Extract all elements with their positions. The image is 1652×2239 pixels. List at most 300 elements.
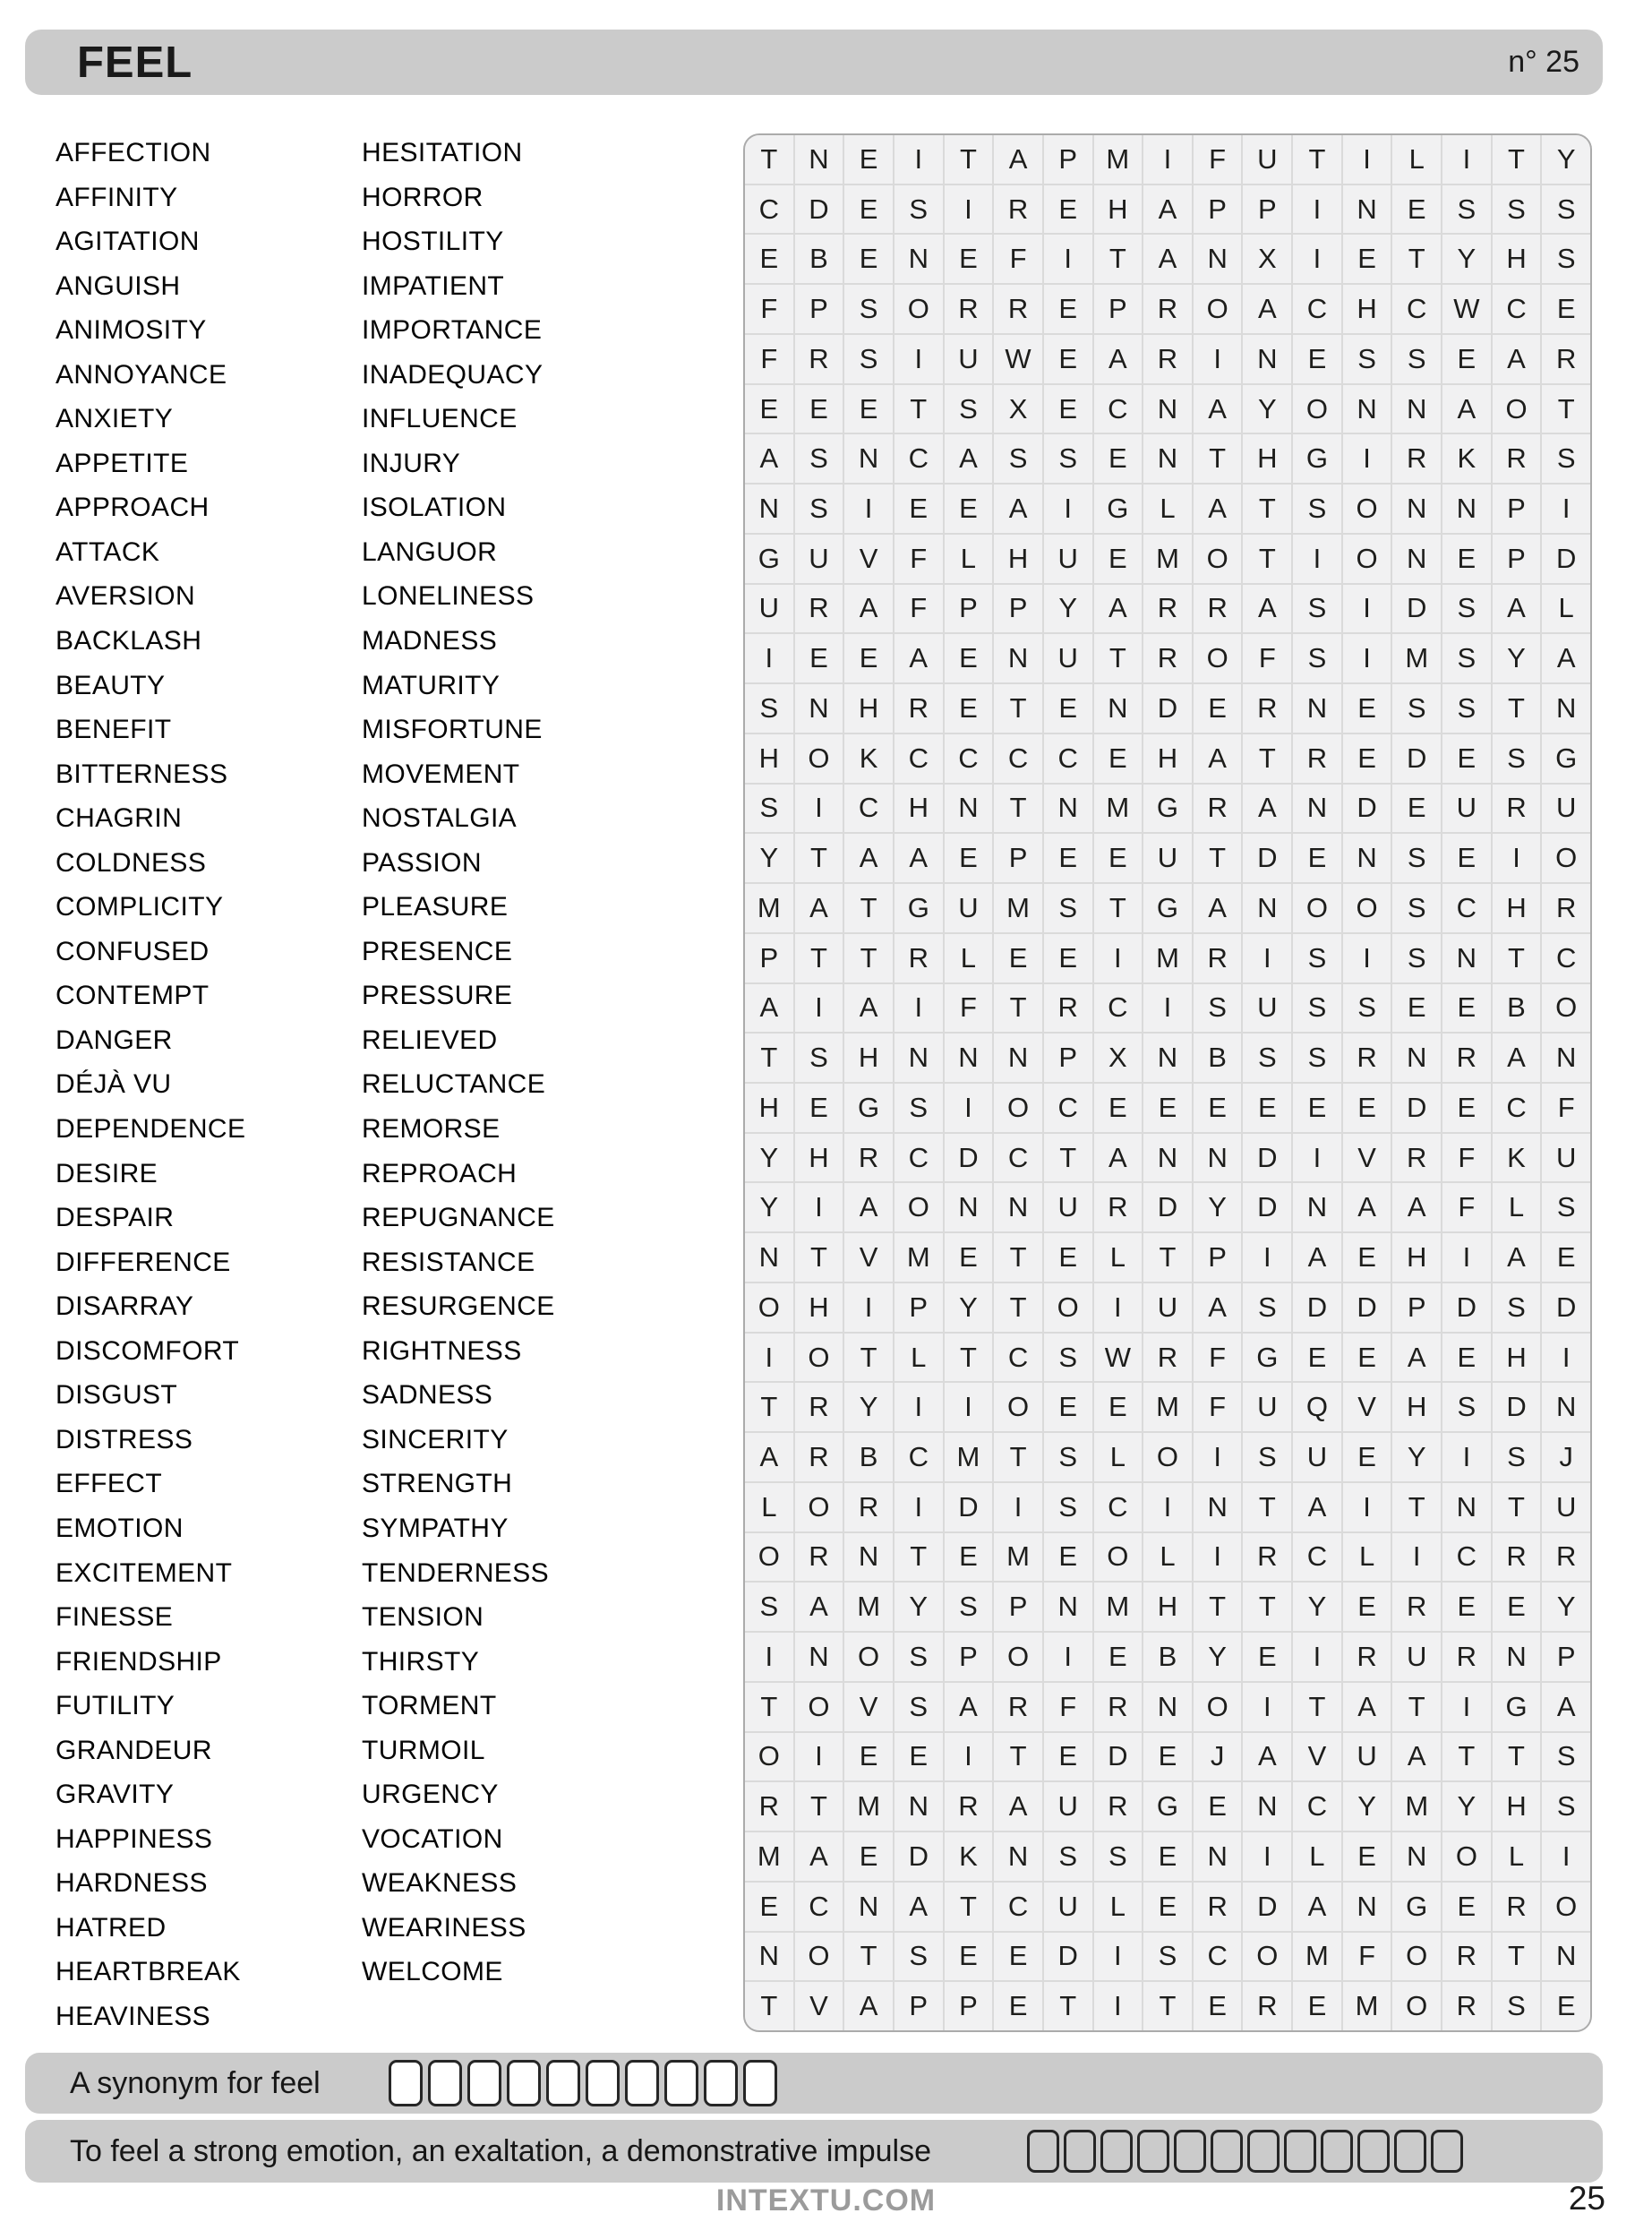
grid-cell[interactable]: E [745,235,793,283]
grid-cell[interactable]: S [1243,1283,1291,1332]
grid-cell[interactable]: M [844,1583,893,1631]
grid-cell[interactable]: P [795,285,843,333]
grid-cell[interactable]: D [1442,1283,1491,1332]
grid-cell[interactable]: M [1293,1933,1341,1981]
grid-cell[interactable]: S [1392,934,1441,982]
grid-cell[interactable]: R [1243,1533,1291,1582]
grid-cell[interactable]: E [1044,934,1092,982]
grid-cell[interactable]: S [1392,834,1441,882]
grid-cell[interactable]: W [1442,285,1491,333]
grid-cell[interactable]: S [1392,884,1441,932]
grid-cell[interactable]: T [844,1933,893,1981]
grid-cell[interactable]: T [1094,634,1143,682]
grid-cell[interactable]: N [1392,485,1441,533]
grid-cell[interactable]: R [1243,1982,1291,2030]
grid-cell[interactable]: E [1044,1733,1092,1781]
grid-cell[interactable]: N [894,235,943,283]
grid-cell[interactable]: S [1542,235,1590,283]
grid-cell[interactable]: H [745,1084,793,1132]
grid-cell[interactable]: R [945,285,993,333]
grid-cell[interactable]: T [1293,1683,1341,1731]
grid-cell[interactable]: A [795,884,843,932]
grid-cell[interactable]: M [1094,785,1143,833]
grid-cell[interactable]: A [1194,884,1242,932]
grid-cell[interactable]: P [945,585,993,633]
grid-cell[interactable]: D [1293,1283,1341,1332]
grid-cell[interactable]: S [844,335,893,383]
grid-cell[interactable]: T [844,1334,893,1382]
grid-cell[interactable]: A [894,1883,943,1931]
grid-cell[interactable]: S [1293,485,1341,533]
grid-cell[interactable]: G [1493,1683,1541,1731]
grid-cell[interactable]: V [844,1683,893,1731]
grid-cell[interactable]: L [1143,485,1192,533]
grid-cell[interactable]: R [1493,785,1541,833]
grid-cell[interactable]: R [994,285,1042,333]
grid-cell[interactable]: N [994,1832,1042,1881]
grid-cell[interactable]: A [795,1832,843,1881]
grid-cell[interactable]: D [1392,1084,1441,1132]
grid-cell[interactable]: Y [1442,1782,1491,1831]
grid-cell[interactable]: S [745,785,793,833]
grid-cell[interactable]: E [1143,1084,1192,1132]
grid-cell[interactable]: N [1094,684,1143,733]
grid-cell[interactable]: H [745,734,793,783]
grid-cell[interactable]: I [894,135,943,184]
grid-cell[interactable]: O [1143,1433,1192,1481]
grid-cell[interactable]: I [945,1733,993,1781]
grid-cell[interactable]: I [1293,1134,1341,1182]
grid-cell[interactable]: A [994,135,1042,184]
answer-letter-box[interactable] [507,2060,541,2106]
grid-cell[interactable]: I [1094,934,1143,982]
grid-cell[interactable]: T [994,785,1042,833]
grid-cell[interactable]: C [994,1883,1042,1931]
grid-cell[interactable]: R [1542,884,1590,932]
grid-cell[interactable]: I [1442,1433,1491,1481]
grid-cell[interactable]: T [844,884,893,932]
grid-cell[interactable]: S [1094,1832,1143,1881]
grid-cell[interactable]: E [1044,1533,1092,1582]
answer-letter-box[interactable] [1321,2130,1353,2173]
grid-cell[interactable]: C [745,185,793,234]
grid-cell[interactable]: R [1542,335,1590,383]
grid-cell[interactable]: S [1293,1034,1341,1082]
grid-cell[interactable]: S [844,285,893,333]
grid-cell[interactable]: T [745,1683,793,1731]
grid-cell[interactable]: C [795,1883,843,1931]
grid-cell[interactable]: O [1194,634,1242,682]
grid-cell[interactable]: S [894,1683,943,1731]
grid-cell[interactable]: C [1493,1084,1541,1132]
grid-cell[interactable]: I [1243,1832,1291,1881]
grid-cell[interactable]: O [1343,535,1391,583]
grid-cell[interactable]: I [1343,1483,1391,1531]
grid-cell[interactable]: C [1442,884,1491,932]
grid-cell[interactable]: S [1542,185,1590,234]
grid-cell[interactable]: M [945,1433,993,1481]
grid-cell[interactable]: E [1044,185,1092,234]
grid-cell[interactable]: E [894,485,943,533]
grid-cell[interactable]: N [1143,434,1192,483]
grid-cell[interactable]: S [1542,1183,1590,1231]
grid-cell[interactable]: T [1194,1583,1242,1631]
grid-cell[interactable]: R [795,335,843,383]
grid-cell[interactable]: E [1392,984,1441,1033]
grid-cell[interactable]: I [945,1084,993,1132]
grid-cell[interactable]: E [994,934,1042,982]
grid-cell[interactable]: C [844,785,893,833]
grid-cell[interactable]: F [894,535,943,583]
grid-cell[interactable]: T [1044,1134,1092,1182]
grid-cell[interactable]: I [1442,1233,1491,1282]
grid-cell[interactable]: I [844,1283,893,1332]
grid-cell[interactable]: S [1343,335,1391,383]
grid-cell[interactable]: K [1442,434,1491,483]
grid-cell[interactable]: O [795,1483,843,1531]
grid-cell[interactable]: E [945,1933,993,1981]
grid-cell[interactable]: K [844,734,893,783]
grid-cell[interactable]: I [1243,1683,1291,1731]
grid-cell[interactable]: N [1044,785,1092,833]
grid-cell[interactable]: F [1194,135,1242,184]
grid-cell[interactable]: N [1493,1633,1541,1681]
grid-cell[interactable]: I [1343,634,1391,682]
grid-cell[interactable]: A [745,434,793,483]
grid-cell[interactable]: E [795,385,843,433]
grid-cell[interactable]: E [795,634,843,682]
grid-cell[interactable]: I [894,984,943,1033]
grid-cell[interactable]: E [1293,834,1341,882]
grid-cell[interactable]: R [1194,585,1242,633]
grid-cell[interactable]: A [1493,585,1541,633]
grid-cell[interactable]: U [1044,1883,1092,1931]
grid-cell[interactable]: I [795,1733,843,1781]
grid-cell[interactable]: E [844,1733,893,1781]
grid-cell[interactable]: R [1293,734,1341,783]
grid-cell[interactable]: A [844,1183,893,1231]
grid-cell[interactable]: A [1493,1034,1541,1082]
grid-cell[interactable]: N [945,785,993,833]
grid-cell[interactable]: N [1542,1383,1590,1431]
grid-cell[interactable]: R [1143,335,1192,383]
grid-cell[interactable]: Y [1194,1633,1242,1681]
grid-cell[interactable]: N [1194,235,1242,283]
grid-cell[interactable]: G [1392,1883,1441,1931]
grid-cell[interactable]: U [1143,834,1192,882]
grid-cell[interactable]: S [894,185,943,234]
grid-cell[interactable]: N [1542,1034,1590,1082]
grid-cell[interactable]: Q [1293,1383,1341,1431]
grid-cell[interactable]: N [745,1933,793,1981]
grid-cell[interactable]: L [1293,1832,1341,1881]
grid-cell[interactable]: E [795,1084,843,1132]
grid-cell[interactable]: N [745,485,793,533]
grid-cell[interactable]: O [894,1183,943,1231]
grid-cell[interactable]: E [1442,734,1491,783]
grid-cell[interactable]: M [994,884,1042,932]
grid-cell[interactable]: E [1493,1583,1541,1631]
grid-cell[interactable]: M [1343,1982,1391,2030]
grid-cell[interactable]: M [745,1832,793,1881]
grid-cell[interactable]: R [745,1782,793,1831]
grid-cell[interactable]: T [1493,1483,1541,1531]
grid-cell[interactable]: N [745,1233,793,1282]
grid-cell[interactable]: M [1143,1383,1192,1431]
grid-cell[interactable]: T [994,1433,1042,1481]
grid-cell[interactable]: N [1243,335,1291,383]
grid-cell[interactable]: P [945,1982,993,2030]
grid-cell[interactable]: R [795,1383,843,1431]
grid-cell[interactable]: E [844,1832,893,1881]
grid-cell[interactable]: X [1243,235,1291,283]
grid-cell[interactable]: U [1044,535,1092,583]
grid-cell[interactable]: O [795,1334,843,1382]
grid-cell[interactable]: E [1442,1883,1491,1931]
grid-cell[interactable]: I [1542,1832,1590,1881]
grid-cell[interactable]: N [994,634,1042,682]
grid-cell[interactable]: H [1493,235,1541,283]
grid-cell[interactable]: M [1143,535,1192,583]
grid-cell[interactable]: N [1143,1134,1192,1182]
grid-cell[interactable]: O [1542,1883,1590,1931]
grid-cell[interactable]: E [1293,1084,1341,1132]
grid-cell[interactable]: E [1243,1084,1291,1132]
answer-letter-box[interactable] [1100,2130,1133,2173]
grid-cell[interactable]: D [1143,1183,1192,1231]
grid-cell[interactable]: Y [1542,1583,1590,1631]
grid-cell[interactable]: B [1194,1034,1242,1082]
grid-cell[interactable]: H [844,1034,893,1082]
grid-cell[interactable]: O [1392,1982,1441,2030]
grid-cell[interactable]: Y [1392,1433,1441,1481]
grid-cell[interactable]: D [1542,535,1590,583]
grid-cell[interactable]: T [1044,1982,1092,2030]
grid-cell[interactable]: Y [745,1134,793,1182]
grid-cell[interactable]: N [894,1782,943,1831]
grid-cell[interactable]: I [745,634,793,682]
grid-cell[interactable]: A [1442,385,1491,433]
grid-cell[interactable]: G [1243,1334,1291,1382]
grid-cell[interactable]: B [1143,1633,1192,1681]
grid-cell[interactable]: R [1194,934,1242,982]
grid-cell[interactable]: I [1343,934,1391,982]
grid-cell[interactable]: S [1194,984,1242,1033]
grid-cell[interactable]: N [1194,1483,1242,1531]
grid-cell[interactable]: A [1143,185,1192,234]
grid-cell[interactable]: S [745,684,793,733]
grid-cell[interactable]: C [1542,934,1590,982]
grid-cell[interactable]: I [1542,1334,1590,1382]
grid-cell[interactable]: D [1044,1933,1092,1981]
grid-cell[interactable]: U [1293,1433,1341,1481]
answer-letter-box[interactable] [1211,2130,1243,2173]
grid-cell[interactable]: N [1194,1134,1242,1182]
grid-cell[interactable]: R [1094,1183,1143,1231]
grid-cell[interactable]: T [1143,1233,1192,1282]
grid-cell[interactable]: T [1243,734,1291,783]
grid-cell[interactable]: F [945,984,993,1033]
grid-cell[interactable]: G [1293,434,1341,483]
grid-cell[interactable]: R [1442,1633,1491,1681]
grid-cell[interactable]: A [994,1782,1042,1831]
grid-cell[interactable]: R [795,1533,843,1582]
grid-cell[interactable]: C [1293,1533,1341,1582]
grid-cell[interactable]: U [1243,135,1291,184]
grid-cell[interactable]: U [1044,1183,1092,1231]
grid-cell[interactable]: N [1542,1933,1590,1981]
grid-cell[interactable]: A [1293,1233,1341,1282]
grid-cell[interactable]: I [745,1633,793,1681]
grid-cell[interactable]: P [745,934,793,982]
grid-cell[interactable]: N [1343,385,1391,433]
grid-cell[interactable]: T [1493,1733,1541,1781]
grid-cell[interactable]: V [795,1982,843,2030]
grid-cell[interactable]: F [1194,1383,1242,1431]
grid-cell[interactable]: S [1143,1933,1192,1981]
grid-cell[interactable]: E [1542,1982,1590,2030]
grid-cell[interactable]: R [795,1433,843,1481]
answer-letter-box[interactable] [1247,2130,1280,2173]
grid-cell[interactable]: T [994,1733,1042,1781]
grid-cell[interactable]: S [894,1633,943,1681]
grid-cell[interactable]: P [945,1633,993,1681]
grid-cell[interactable]: D [894,1832,943,1881]
grid-cell[interactable]: E [945,235,993,283]
grid-cell[interactable]: T [1493,684,1541,733]
grid-cell[interactable]: O [1094,1533,1143,1582]
grid-cell[interactable]: S [1044,1433,1092,1481]
grid-cell[interactable]: E [994,1933,1042,1981]
grid-cell[interactable]: A [745,984,793,1033]
grid-cell[interactable]: S [1493,1283,1541,1332]
grid-cell[interactable]: F [1442,1183,1491,1231]
grid-cell[interactable]: E [1293,1982,1341,2030]
grid-cell[interactable]: B [795,235,843,283]
grid-cell[interactable]: N [795,684,843,733]
grid-cell[interactable]: T [994,1233,1042,1282]
grid-cell[interactable]: E [745,1883,793,1931]
answer-letter-box[interactable] [1357,2130,1390,2173]
grid-cell[interactable]: R [1194,785,1242,833]
grid-cell[interactable]: O [994,1383,1042,1431]
grid-cell[interactable]: T [1243,485,1291,533]
grid-cell[interactable]: A [1243,585,1291,633]
grid-cell[interactable]: N [1392,1832,1441,1881]
grid-cell[interactable]: M [1392,1782,1441,1831]
grid-cell[interactable]: S [945,1583,993,1631]
grid-cell[interactable]: R [1143,1334,1192,1382]
answer-letter-box[interactable] [1137,2130,1169,2173]
grid-cell[interactable]: Y [1493,634,1541,682]
grid-cell[interactable]: E [945,834,993,882]
grid-cell[interactable]: I [1293,1633,1341,1681]
grid-cell[interactable]: T [745,135,793,184]
grid-cell[interactable]: E [1442,1334,1491,1382]
grid-cell[interactable]: E [1293,335,1341,383]
grid-cell[interactable]: L [1343,1533,1391,1582]
grid-cell[interactable]: E [1442,1084,1491,1132]
grid-cell[interactable]: I [1343,434,1391,483]
grid-cell[interactable]: A [1392,1183,1441,1231]
grid-cell[interactable]: H [1493,1782,1541,1831]
grid-cell[interactable]: P [1493,535,1541,583]
grid-cell[interactable]: N [844,1533,893,1582]
grid-cell[interactable]: O [745,1533,793,1582]
answer-letter-box[interactable] [586,2060,620,2106]
grid-cell[interactable]: R [1392,434,1441,483]
grid-cell[interactable]: R [795,585,843,633]
grid-cell[interactable]: E [1094,535,1143,583]
grid-cell[interactable]: S [1542,434,1590,483]
grid-cell[interactable]: D [945,1483,993,1531]
grid-cell[interactable]: I [1194,1433,1242,1481]
grid-cell[interactable]: D [1243,1883,1291,1931]
grid-cell[interactable]: I [1343,135,1391,184]
grid-cell[interactable]: W [1094,1334,1143,1382]
grid-cell[interactable]: D [1493,1383,1541,1431]
grid-cell[interactable]: E [1343,1334,1391,1382]
grid-cell[interactable]: S [1343,984,1391,1033]
grid-cell[interactable]: E [1044,335,1092,383]
grid-cell[interactable]: G [1542,734,1590,783]
grid-cell[interactable]: E [1542,1233,1590,1282]
grid-cell[interactable]: I [1442,1683,1491,1731]
grid-cell[interactable]: O [795,1683,843,1731]
grid-cell[interactable]: T [945,135,993,184]
grid-cell[interactable]: L [894,1334,943,1382]
grid-cell[interactable]: D [1392,734,1441,783]
grid-cell[interactable]: S [945,385,993,433]
grid-cell[interactable]: J [1542,1433,1590,1481]
grid-cell[interactable]: E [1442,834,1491,882]
grid-cell[interactable]: R [1493,434,1541,483]
grid-cell[interactable]: I [994,1483,1042,1531]
grid-cell[interactable]: S [1493,185,1541,234]
grid-cell[interactable]: I [1293,235,1341,283]
grid-cell[interactable]: U [1343,1733,1391,1781]
grid-cell[interactable]: H [1094,185,1143,234]
grid-cell[interactable]: R [1392,1583,1441,1631]
grid-cell[interactable]: D [1392,585,1441,633]
grid-cell[interactable]: L [945,934,993,982]
grid-cell[interactable]: O [844,1633,893,1681]
grid-cell[interactable]: L [945,535,993,583]
grid-cell[interactable]: H [1143,734,1192,783]
grid-cell[interactable]: E [1442,984,1491,1033]
grid-cell[interactable]: S [1243,1433,1291,1481]
grid-cell[interactable]: U [945,884,993,932]
grid-cell[interactable]: F [894,585,943,633]
answer-letter-box[interactable] [467,2060,501,2106]
grid-cell[interactable]: E [1194,684,1242,733]
grid-cell[interactable]: I [1243,1233,1291,1282]
grid-cell[interactable]: H [1493,1334,1541,1382]
grid-cell[interactable]: I [1044,235,1092,283]
grid-cell[interactable]: R [1442,1034,1491,1082]
grid-cell[interactable]: C [1094,984,1143,1033]
grid-cell[interactable]: A [1243,785,1291,833]
grid-cell[interactable]: P [1094,285,1143,333]
grid-cell[interactable]: T [1542,385,1590,433]
grid-cell[interactable]: I [795,1183,843,1231]
grid-cell[interactable]: M [844,1782,893,1831]
grid-cell[interactable]: P [1194,1233,1242,1282]
grid-cell[interactable]: E [1343,1233,1391,1282]
grid-cell[interactable]: I [1194,335,1242,383]
grid-cell[interactable]: U [1044,1782,1092,1831]
grid-cell[interactable]: N [1343,185,1391,234]
